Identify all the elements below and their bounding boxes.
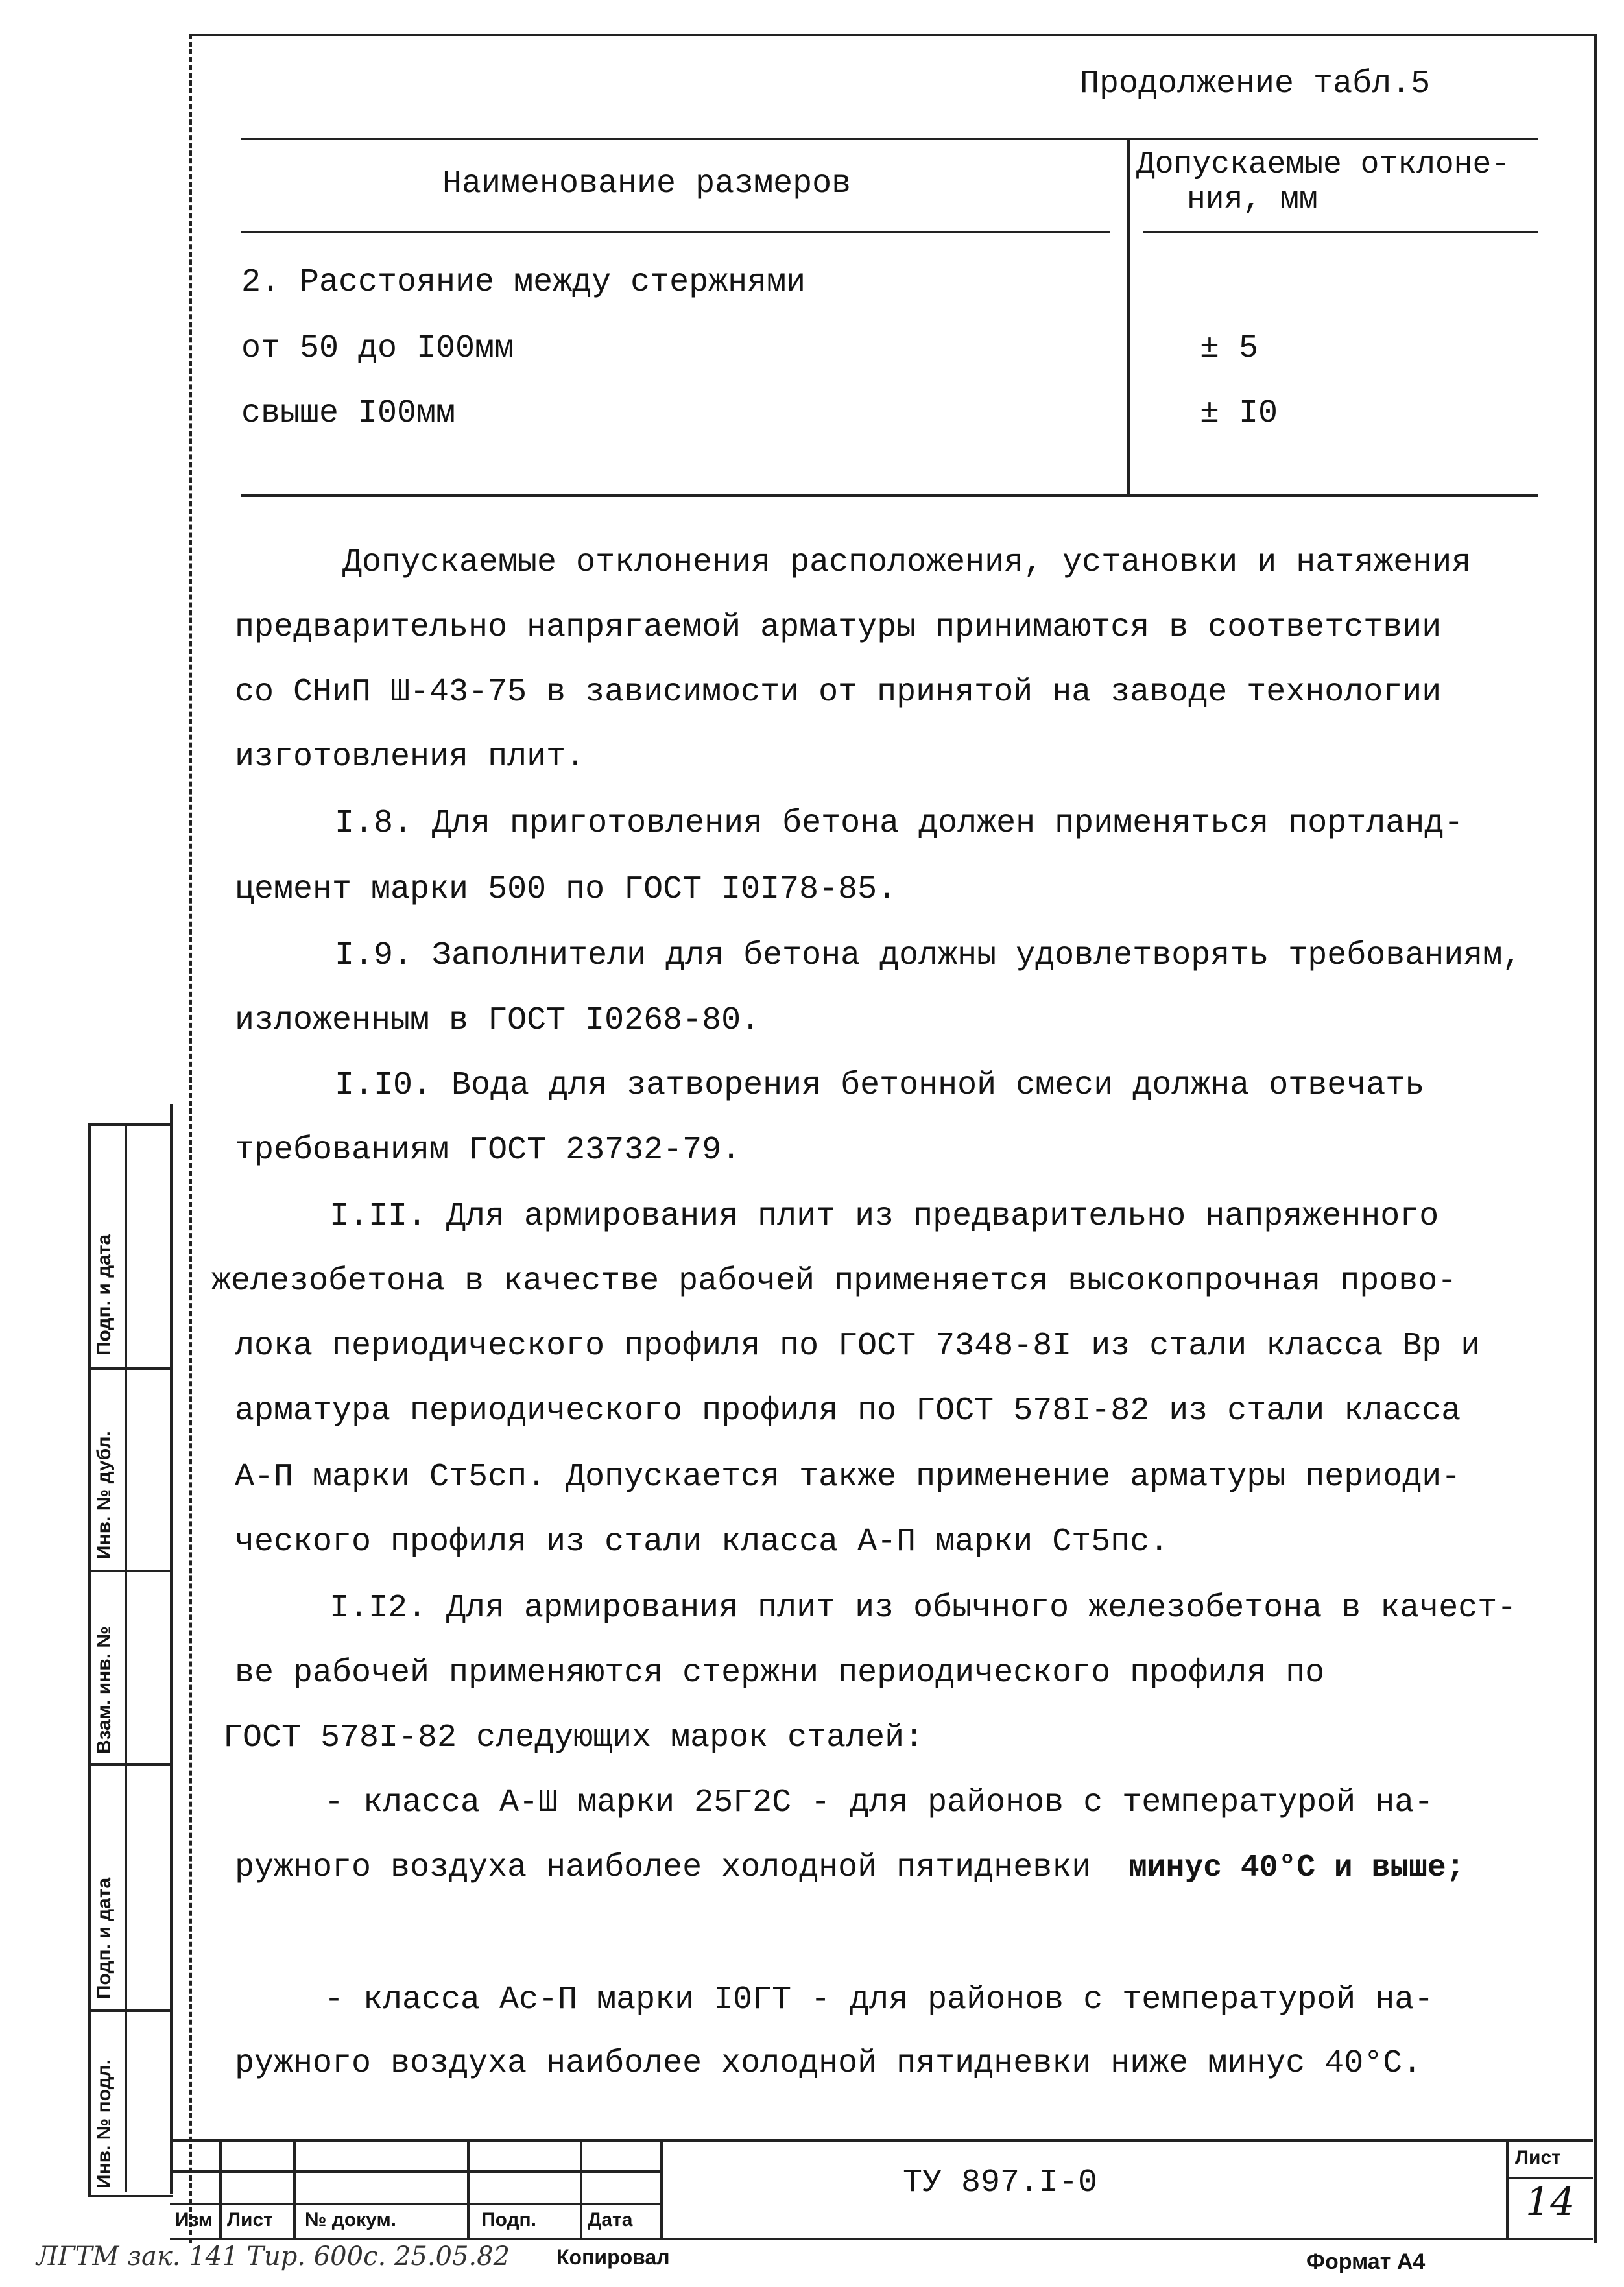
table-row-2-name: свыше I00мм <box>241 395 456 432</box>
paragraph-line: ве рабочей применяются стержни периодического профиля по <box>235 1655 1325 1692</box>
paragraph-line: железобетона в качестве рабочей применяется высокопрочная прово- <box>211 1263 1457 1300</box>
table-header-deviation: Допускаемые отклоне- <box>1136 147 1511 182</box>
table-row-1-value: ± 5 <box>1200 330 1259 367</box>
paragraph-line: требованиям ГОСТ 23732-79. <box>235 1132 741 1169</box>
paragraph-line: I.9. Заполнители для бетона должны удовлетворять требованиям, <box>335 937 1522 974</box>
paragraph-line: со СНиП Ш-43-75 в зависимости от принятой на заводе технологии <box>235 674 1442 711</box>
side-stamp-label: Инв. № подл. <box>93 2059 115 2188</box>
paragraph-line: Допускаемые отклонения расположения, установки и натяжения <box>342 544 1472 581</box>
paragraph-line: ческого профиля из стали класса А-П марки Ст5пс. <box>235 1524 1169 1561</box>
copied-label: Копировал <box>556 2245 670 2269</box>
document-designation: ТУ 897.I-0 <box>903 2164 1098 2201</box>
paragraph-line: лока периодического профиля по ГОСТ 7348-8I из стали класса Вр и <box>235 1328 1481 1365</box>
table-header-rule-left <box>241 231 1110 233</box>
paragraph-line: - класса Ас-П марки I0ГТ - для районов с температурой на- <box>324 1982 1434 2018</box>
table-row-2-value: ± I0 <box>1200 395 1278 432</box>
paragraph-line: ружного воздуха наиболее холодной пятидневки <box>235 1849 1092 1886</box>
title-block-header: Подп. <box>481 2209 536 2231</box>
table-top-rule <box>241 138 1538 140</box>
format-label: Формат А4 <box>1306 2249 1426 2274</box>
table-row-title: 2. Расстояние между стержнями <box>241 264 806 301</box>
paragraph-line: I.II. Для армирования плит из предварительно напряженного <box>329 1198 1439 1235</box>
print-run-note: ЛГТМ зак. 141 Тир. 600с. 25.05.82 <box>36 2242 510 2271</box>
paragraph-line: I.I0. Вода для затворения бетонной смеси должна отвечать <box>335 1067 1425 1104</box>
table-header-name: Наименование размеров <box>442 165 852 202</box>
table-header-deviation-unit: ния, мм <box>1187 182 1318 217</box>
paragraph-line: цемент марки 500 по ГОСТ I0I78-85. <box>235 871 897 908</box>
title-block-header: Лист <box>227 2209 273 2231</box>
title-block-header: № докум. <box>305 2209 396 2231</box>
paragraph-line: ГОСТ 578I-82 следующих марок сталей: <box>223 1719 924 1756</box>
paragraph-line: изготовления плит. <box>235 739 586 776</box>
side-stamp-label: Подп. и дата <box>93 1234 115 1356</box>
sheet-number: 14 <box>1525 2179 1575 2225</box>
title-block-header: Дата <box>588 2209 633 2231</box>
side-stamp-label: Подп. и дата <box>93 1877 115 1999</box>
table-row-1-name: от 50 до I00мм <box>241 330 514 367</box>
paragraph-line: А-П марки Ст5сп. Допускается также применение арматуры периоди- <box>235 1459 1461 1496</box>
table-header-rule-right <box>1143 231 1538 233</box>
table-column-divider <box>1127 138 1130 496</box>
paragraph-line-emphasis: минус 40°С и выше; <box>1128 1850 1465 1886</box>
paragraph-line: изложенным в ГОСТ I0268-80. <box>235 1002 761 1039</box>
paragraph-line: - класса А-Ш марки 25Г2С - для районов с температурой на- <box>324 1784 1434 1821</box>
table-continuation-label: Продолжение табл.5 <box>1080 66 1431 102</box>
paragraph-line: предварительно напрягаемой арматуры принимаются в соответствии <box>235 609 1442 646</box>
paragraph-line: ружного воздуха наиболее холодной пятидневки ниже минус 40°С. <box>235 2045 1422 2082</box>
table-bottom-rule <box>241 494 1538 497</box>
paragraph-line: I.I2. Для армирования плит из обычного железобетона в качест- <box>329 1590 1517 1627</box>
side-stamp-label: Взам. инв. № <box>93 1626 115 1754</box>
sheet-label: Лист <box>1515 2147 1561 2168</box>
title-block-header: Изм <box>175 2209 213 2231</box>
side-stamp-label: Инв. № дубл. <box>93 1431 115 1559</box>
paragraph-line: арматура периодического профиля по ГОСТ 578I-82 из стали класса <box>235 1393 1461 1430</box>
paragraph-line: I.8. Для приготовления бетона должен применяться портланд- <box>335 805 1464 842</box>
